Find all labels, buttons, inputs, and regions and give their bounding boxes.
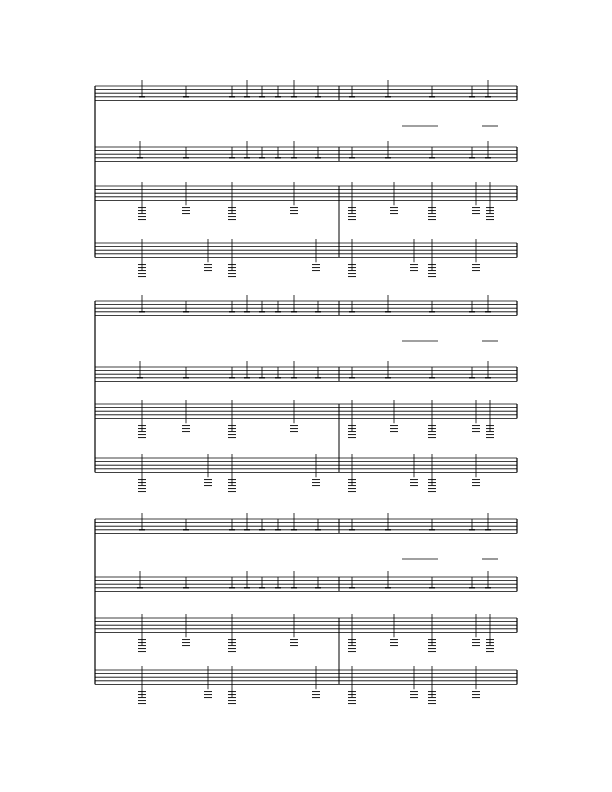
staff-4	[95, 666, 517, 704]
system-3	[95, 513, 517, 704]
staff-2	[95, 141, 517, 161]
staff-1	[95, 513, 517, 559]
staff-3	[95, 400, 517, 438]
staff-1	[95, 80, 517, 126]
system-1	[95, 80, 517, 277]
staff-2	[95, 361, 517, 381]
staff-2	[95, 571, 517, 591]
staff-3	[95, 614, 517, 652]
staff-3	[95, 182, 517, 220]
staff-4	[95, 454, 517, 492]
system-2	[95, 295, 517, 492]
staff-1	[95, 295, 517, 341]
staff-4	[95, 239, 517, 277]
